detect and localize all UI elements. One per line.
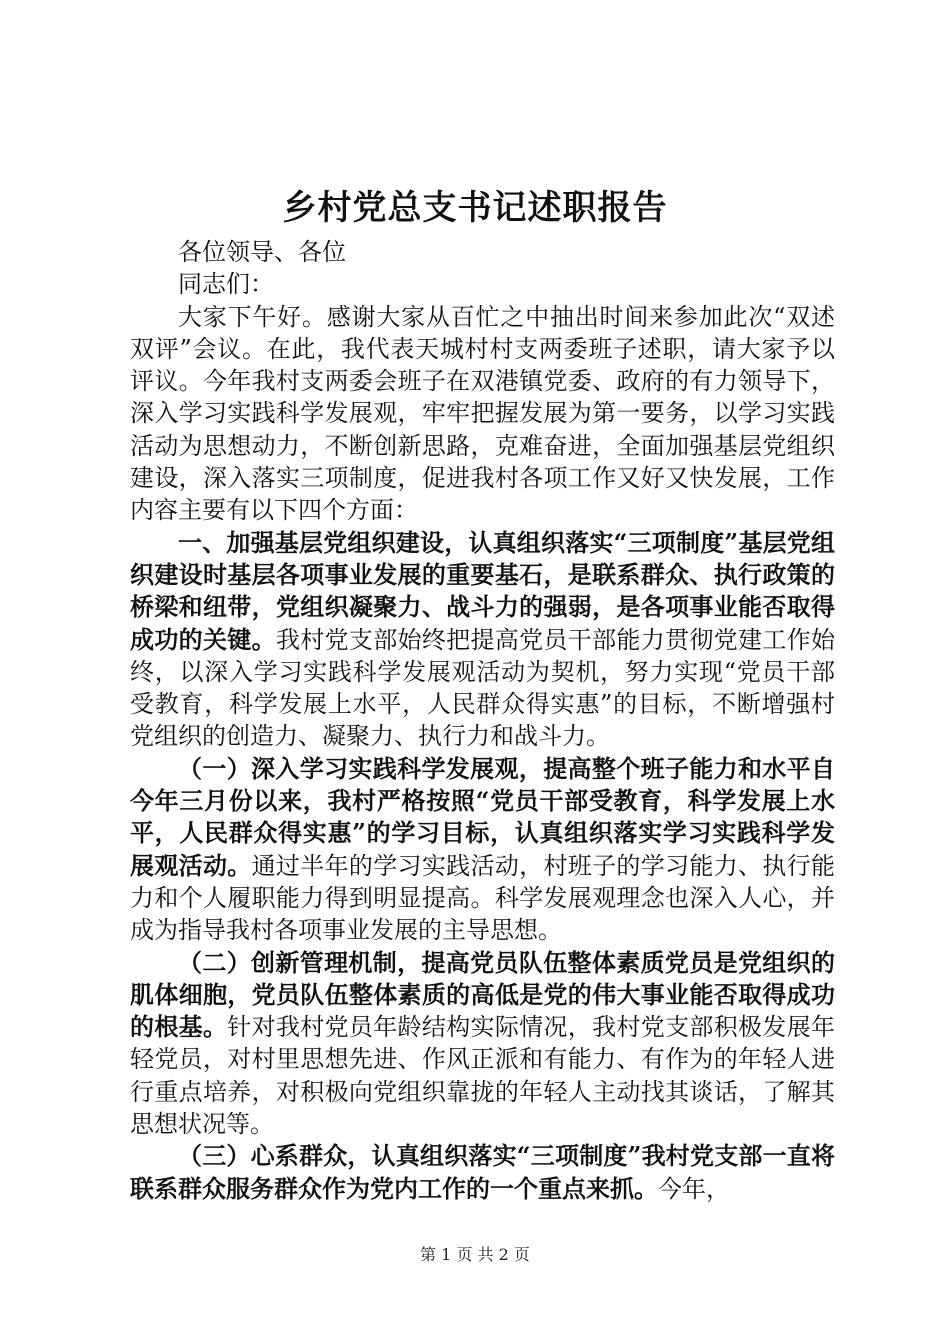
section-paragraph-1 <box>130 527 835 753</box>
section-heading-3: （二）创新管理机制，提高党员队伍整体素质党员是党组织的肌体细胞，党员队伍整体素质的高低是党的伟大事业能否取得成功的根基。 <box>130 947 835 1042</box>
section-heading-4: （三）心系群众，认真组织落实“三项制度”我村党支部一直将联系群众服务群众作为党内工作的一个重点来抓。 <box>130 1141 835 1203</box>
section-paragraph-3 <box>130 947 835 1141</box>
section-text-4: 今年， <box>658 1174 730 1203</box>
document-body <box>130 236 835 1205</box>
salutation-line-2: 同志们： <box>178 270 274 299</box>
section-paragraph-2 <box>130 753 835 947</box>
section-text-2: 通过半年的学习实践活动，村班子的学习能力、执行能力和个人履职能力得到明显提高。科学发展观理念也深入人心，并成为指导我村各项事业发展的主导思想。 <box>130 851 836 945</box>
document-title: 乡村党总支书记述职报告 <box>282 188 668 228</box>
section-text-3: 针对我村党员年龄结构实际情况，我村党支部积极发展年轻党员，对村里思想先进、作风正派和有能力、有作为的年轻人进行重点培养，对积极向党组织靠拢的年轻人主动找其谈话，了解其思想状况等。 <box>130 1013 836 1139</box>
section-paragraph-4 <box>130 1140 835 1205</box>
section-text-1: 我村党支部始终把提高党员干部能力贯彻党建工作始终，以深入学习实践科学发展观活动为契机，努力实现“党员干部受教育，科学发展上水平，人民群众得实惠”的目标，不断增强村党组织的创造力、凝聚力、执行力和战斗力。 <box>130 625 836 751</box>
section-heading-1: 一、加强基层党组织建设，认真组织落实“三项制度”基层党组织建设时基层各项事业发展的重要基石，是联系群众、执行政策的桥梁和纽带，党组织凝聚力、战斗力的强弱，是各项事业能否取得成功的关键。 <box>130 527 835 654</box>
intro-paragraph: 大家下午好。感谢大家从百忙之中抽出时间来参加此次“双述双评”会议。在此，我代表天城村村支两委班子述职，请大家予以评议。今年我村支两委会班子在双港镇党委、政府的有力领导下，深入学习实践科学发展观，牢牢把握发展为第一要务，以学习实践活动为思想动力，不断创新思路，克难奋进，全面加强基层党组织建设，深入落实三项制度，促进我村各项工作又好又快发展，工作内容主要有以下四个方面： <box>130 302 835 525</box>
page-footer: 第 1 页 共 2 页 <box>420 1245 530 1264</box>
salutation-line-1: 各位领导、各位 <box>178 238 346 266</box>
section-heading-2: （一）深入学习实践科学发展观，提高整个班子能力和水平自今年三月份以来，我村严格按照“党员干部受教育，科学发展上水平，人民群众得实惠”的学习目标，认真组织落实学习实践科学发展观活动。 <box>130 753 835 880</box>
